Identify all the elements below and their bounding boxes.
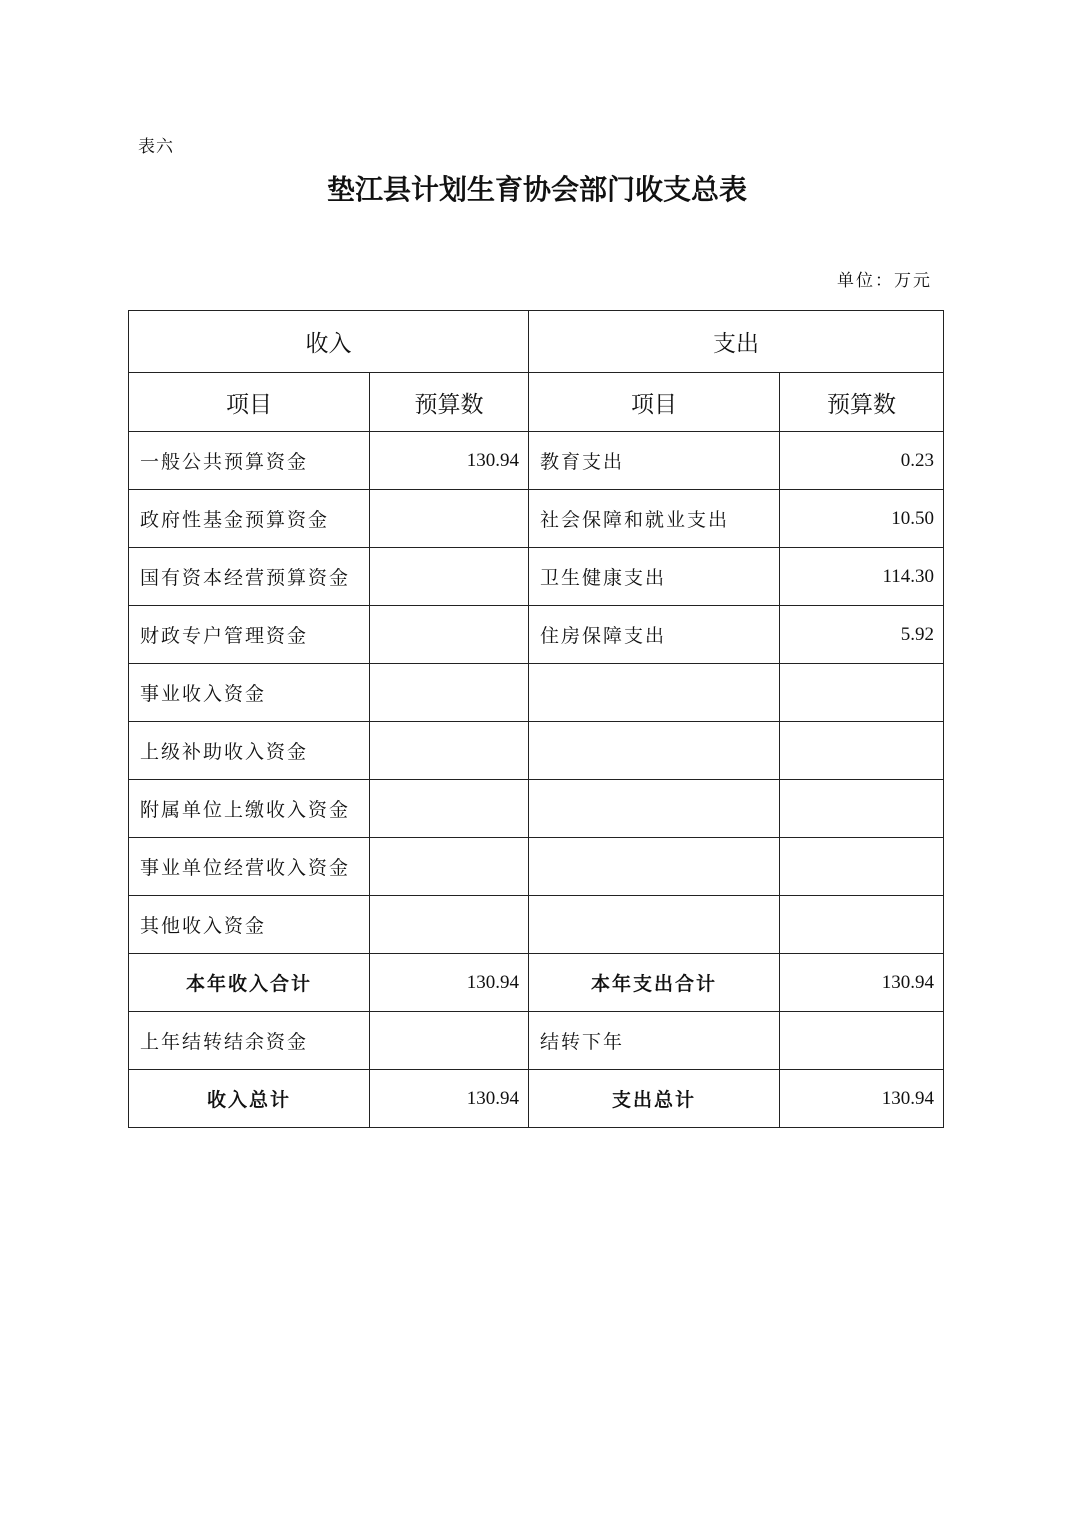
table-body bbox=[129, 311, 944, 1128]
document-title: 垫江县计划生育协会部门收支总表 bbox=[326, 173, 747, 206]
expense-item-cell: 本年支出合计 bbox=[529, 954, 780, 1012]
income-item-cell: 其他收入资金 bbox=[129, 896, 370, 954]
expense-item-cell bbox=[529, 838, 780, 896]
table-row bbox=[129, 722, 944, 780]
income-amount-cell bbox=[370, 722, 529, 780]
income-item-cell: 上级补助收入资金 bbox=[129, 722, 370, 780]
section-header-row bbox=[129, 311, 944, 373]
expense-item-cell: 住房保障支出 bbox=[529, 606, 780, 664]
income-amount-cell bbox=[370, 664, 529, 722]
table-total-row bbox=[129, 954, 944, 1012]
expense-item-cell: 结转下年 bbox=[529, 1012, 780, 1070]
expense-amount-cell bbox=[780, 838, 944, 896]
income-item-header: 项目 bbox=[129, 373, 370, 432]
income-item-cell: 一般公共预算资金 bbox=[129, 432, 370, 490]
table-row bbox=[129, 664, 944, 722]
expense-item-cell bbox=[529, 896, 780, 954]
income-item-cell: 本年收入合计 bbox=[129, 954, 370, 1012]
table-row bbox=[129, 896, 944, 954]
income-amount-cell bbox=[370, 548, 529, 606]
income-amount-cell bbox=[370, 780, 529, 838]
expense-item-cell bbox=[529, 722, 780, 780]
table-row bbox=[129, 1012, 944, 1070]
expense-section-header: 支出 bbox=[529, 311, 944, 373]
income-item-cell: 事业收入资金 bbox=[129, 664, 370, 722]
expense-amount-cell: 130.94 bbox=[780, 1070, 944, 1128]
expense-item-cell: 教育支出 bbox=[529, 432, 780, 490]
expense-amount-cell: 10.50 bbox=[780, 490, 944, 548]
income-amount-cell: 130.94 bbox=[370, 432, 529, 490]
income-amount-cell bbox=[370, 606, 529, 664]
table-row bbox=[129, 606, 944, 664]
income-item-cell: 国有资本经营预算资金 bbox=[129, 548, 370, 606]
income-amount-header: 预算数 bbox=[370, 373, 529, 432]
expense-item-cell: 卫生健康支出 bbox=[529, 548, 780, 606]
column-header-row bbox=[129, 373, 944, 432]
income-item-cell: 政府性基金预算资金 bbox=[129, 490, 370, 548]
income-item-cell: 上年结转结余资金 bbox=[129, 1012, 370, 1070]
income-amount-cell bbox=[370, 1012, 529, 1070]
table-row bbox=[129, 432, 944, 490]
expense-item-cell bbox=[529, 780, 780, 838]
table-row bbox=[129, 548, 944, 606]
income-amount-cell bbox=[370, 838, 529, 896]
expense-amount-cell: 5.92 bbox=[780, 606, 944, 664]
table-row bbox=[129, 838, 944, 896]
expense-item-cell bbox=[529, 664, 780, 722]
expense-item-cell: 社会保障和就业支出 bbox=[529, 490, 780, 548]
income-amount-cell: 130.94 bbox=[370, 1070, 529, 1128]
table-row bbox=[129, 490, 944, 548]
expense-item-header: 项目 bbox=[529, 373, 780, 432]
income-item-cell: 附属单位上缴收入资金 bbox=[129, 780, 370, 838]
income-amount-cell bbox=[370, 490, 529, 548]
income-section-header: 收入 bbox=[129, 311, 529, 373]
table-total-row bbox=[129, 1070, 944, 1128]
expense-amount-cell bbox=[780, 780, 944, 838]
expense-amount-cell bbox=[780, 896, 944, 954]
document-label: 表六 bbox=[138, 137, 174, 157]
table-row bbox=[129, 780, 944, 838]
expense-item-cell: 支出总计 bbox=[529, 1070, 780, 1128]
expense-amount-header: 预算数 bbox=[780, 373, 944, 432]
expense-amount-cell: 114.30 bbox=[780, 548, 944, 606]
income-item-cell: 事业单位经营收入资金 bbox=[129, 838, 370, 896]
expense-amount-cell bbox=[780, 1012, 944, 1070]
unit-note: 单位：万元 bbox=[837, 271, 932, 291]
expense-amount-cell bbox=[780, 664, 944, 722]
income-amount-cell bbox=[370, 896, 529, 954]
expense-amount-cell: 0.23 bbox=[780, 432, 944, 490]
income-expense-table bbox=[128, 310, 944, 1128]
income-item-cell: 收入总计 bbox=[129, 1070, 370, 1128]
expense-amount-cell: 130.94 bbox=[780, 954, 944, 1012]
income-item-cell: 财政专户管理资金 bbox=[129, 606, 370, 664]
income-amount-cell: 130.94 bbox=[370, 954, 529, 1012]
expense-amount-cell bbox=[780, 722, 944, 780]
